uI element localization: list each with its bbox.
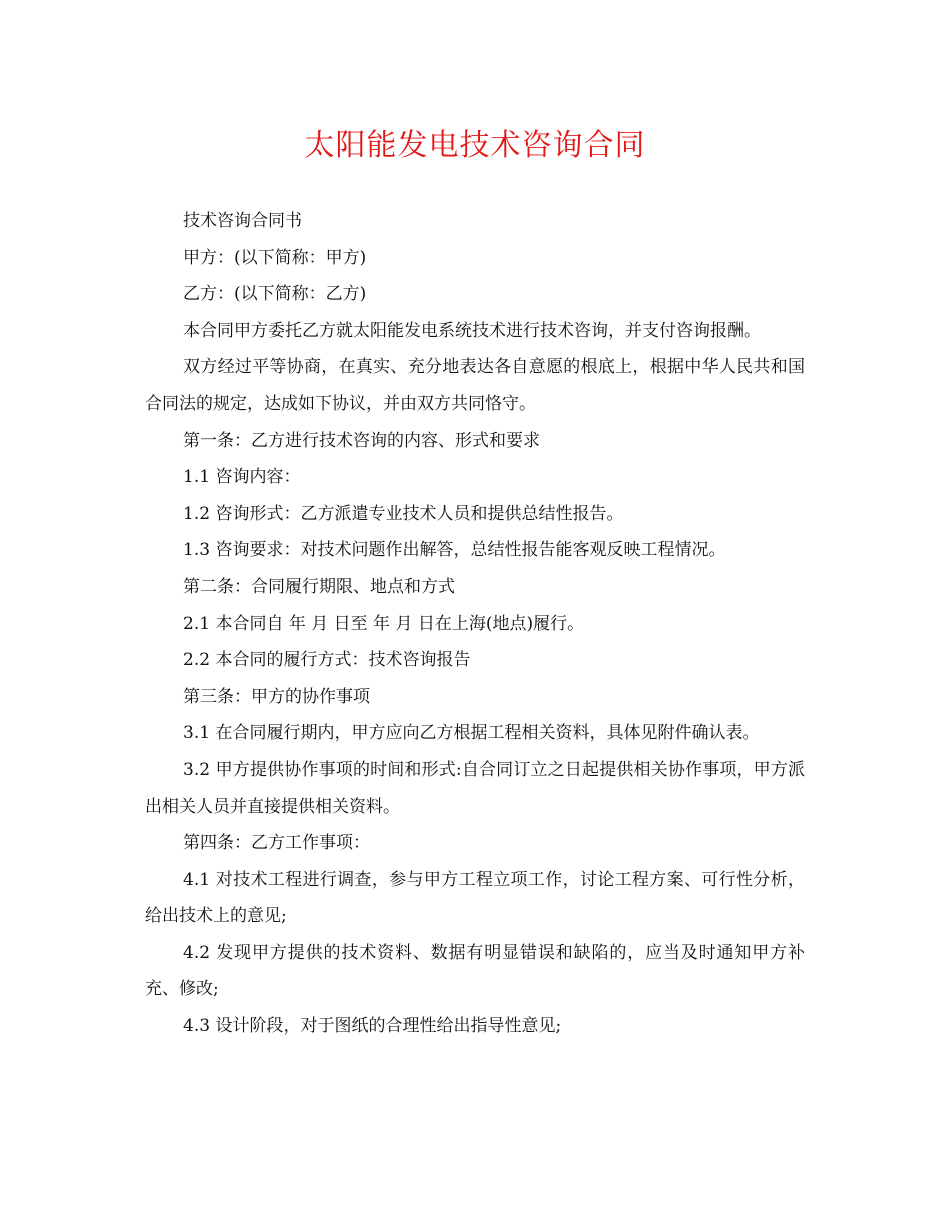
paragraph: 第一条：乙方进行技术咨询的内容、形式和要求 [183,430,540,451]
paragraph: 乙方：(以下简称：乙方) [183,284,367,305]
paragraph: 4.1 对技术工程进行调查，参与甲方工程立项工作，讨论工程方案、可行性分析，给出技术上的意见; [145,869,805,927]
document-title: 太阳能发电技术咨询合同 [304,128,646,163]
paragraph: 4.2 发现甲方提供的技术资料、数据有明显错误和缺陷的，应当及时通知甲方补充、修改; [145,942,805,1000]
paragraph: 4.3 设计阶段，对于图纸的合理性给出指导性意见; [183,1016,562,1037]
paragraph: 1.2 咨询形式：乙方派遣专业技术人员和提供总结性报告。 [183,503,624,524]
paragraph: 3.1 在合同履行期内，甲方应向乙方根据工程相关资料，具体见附件确认表。 [183,723,760,744]
paragraph: 甲方：(以下简称：甲方) [183,247,367,268]
paragraph: 2.1 本合同自 年 月 日至 年 月 日在上海(地点)履行。 [183,613,585,634]
paragraph: 第四条：乙方工作事项： [183,833,370,854]
paragraph: 技术咨询合同书 [183,211,302,231]
paragraph: 第三条：甲方的协作事项 [183,686,370,707]
paragraph: 第二条：合同履行期限、地点和方式 [183,576,455,597]
paragraph: 1.3 咨询要求：对技术问题作出解答，总结性报告能客观反映工程情况。 [183,540,726,561]
paragraph: 1.1 咨询内容： [183,467,301,488]
paragraph: 2.2 本合同的履行方式：技术咨询报告 [183,650,471,671]
document-body [145,203,805,1045]
paragraph: 本合同甲方委托乙方就太阳能发电系统技术进行技术咨询，并支付咨询报酬。 [183,320,761,341]
paragraph: 双方经过平等协商，在真实、充分地表达各自意愿的根底上，根据中华人民共和国合同法的规定，达成如下协议，并由双方共同恪守。 [145,357,805,414]
paragraph: 3.2 甲方提供协作事项的时间和形式:自合同订立之日起提供相关协作事项，甲方派出相关人员并直接提供相关资料。 [145,759,805,817]
